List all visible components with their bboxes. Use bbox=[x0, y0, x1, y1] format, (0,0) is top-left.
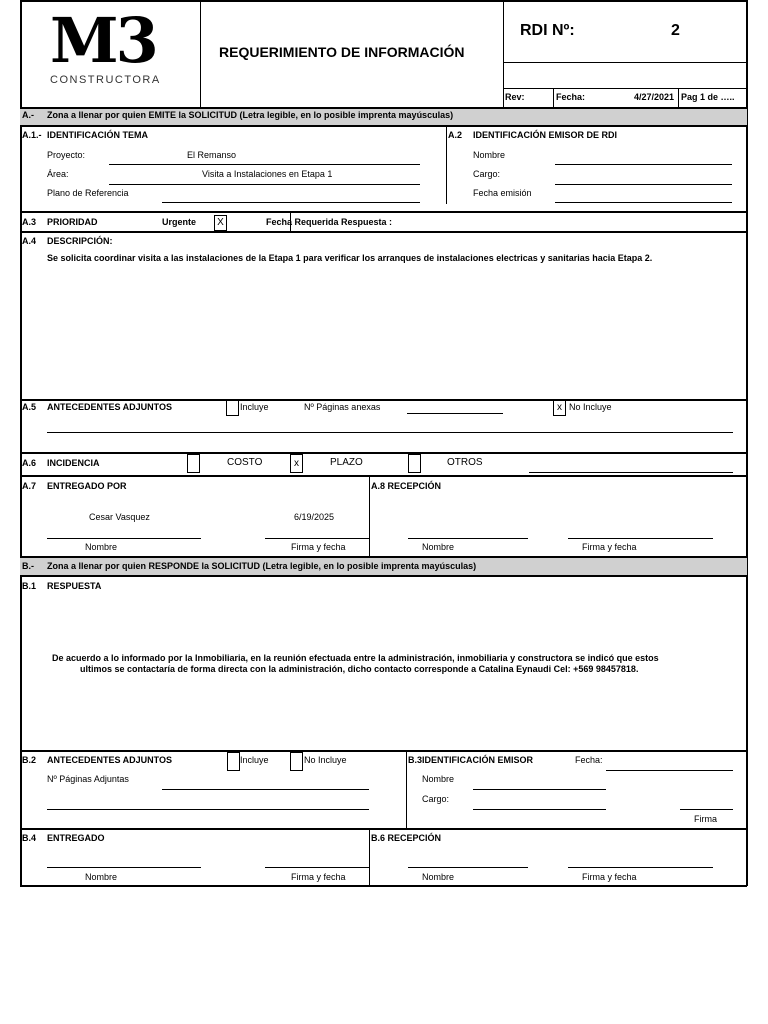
a5-code: A.5 bbox=[22, 402, 37, 412]
b1-code: B.1 bbox=[22, 581, 37, 591]
b6-nombre-label: Nombre bbox=[422, 872, 455, 882]
rev-label: Rev: bbox=[505, 92, 525, 102]
proyecto-value[interactable]: El Remanso bbox=[187, 150, 237, 160]
b4-firma-label: Firma y fecha bbox=[291, 872, 346, 882]
a8-firma-label: Firma y fecha bbox=[582, 542, 637, 552]
proyecto-line bbox=[109, 164, 420, 165]
a5-notes-line bbox=[47, 432, 733, 433]
b2-no-incluye-label: No Incluye bbox=[304, 755, 347, 765]
b2-incluye-checkbox[interactable] bbox=[227, 752, 240, 771]
section-a-code: A.- bbox=[22, 110, 34, 120]
b6-title: B.6 RECEPCIÓN bbox=[371, 833, 442, 843]
a6-title: INCIDENCIA bbox=[47, 458, 100, 468]
a6-code: A.6 bbox=[22, 458, 37, 468]
a7-title: ENTREGADO POR bbox=[47, 481, 127, 491]
b3-nombre-label: Nombre bbox=[422, 774, 455, 784]
a8-nombre-label: Nombre bbox=[422, 542, 455, 552]
a8-title: A.8 RECEPCIÓN bbox=[371, 481, 442, 491]
otros-checkbox[interactable] bbox=[408, 454, 421, 473]
a3-code: A.3 bbox=[22, 217, 37, 227]
b3-cargo-label: Cargo: bbox=[422, 794, 450, 804]
a5-paginas-label: Nº Páginas anexas bbox=[304, 402, 381, 412]
emisor-nombre-label: Nombre bbox=[473, 150, 506, 160]
b4-nombre-label: Nombre bbox=[85, 872, 118, 882]
a7-firma-label: Firma y fecha bbox=[291, 542, 346, 552]
a5-no-incluye-label: No Incluye bbox=[569, 402, 612, 412]
rdi-label: RDI Nº: bbox=[520, 22, 575, 39]
a7-nombre-label: Nombre bbox=[85, 542, 118, 552]
proyecto-label: Proyecto: bbox=[47, 150, 86, 160]
emisor-cargo-label: Cargo: bbox=[473, 169, 501, 179]
a5-incluye-checkbox[interactable] bbox=[226, 400, 239, 416]
area-label: Área: bbox=[47, 169, 69, 179]
b2-incluye-label: Incluye bbox=[240, 755, 269, 765]
fecha-value: 4/27/2021 bbox=[634, 92, 675, 102]
a1-code: A.1.- bbox=[22, 130, 42, 140]
b4-title: ENTREGADO bbox=[47, 833, 105, 843]
a4-code: A.4 bbox=[22, 236, 37, 246]
b2-no-incluye-checkbox[interactable] bbox=[290, 752, 303, 771]
a5-no-incluye-checkbox[interactable]: x bbox=[553, 400, 566, 416]
a3-title: PRIORIDAD bbox=[47, 217, 98, 227]
company-logo: M3 CONSTRUCTORA bbox=[50, 4, 161, 86]
section-b-code: B.- bbox=[22, 561, 34, 571]
section-a-title: Zona a llenar por quien EMITE la SOLICITUD (Letra legible, en lo posible imprenta mayúsculas) bbox=[47, 110, 454, 120]
b1-title: RESPUESTA bbox=[47, 581, 102, 591]
b4-code: B.4 bbox=[22, 833, 37, 843]
b2-code: B.2 bbox=[22, 755, 37, 765]
plano-label: Plano de Referencia bbox=[47, 188, 129, 198]
a1-title: IDENTIFICACIÓN TEMA bbox=[47, 130, 148, 140]
costo-checkbox[interactable] bbox=[187, 454, 200, 473]
emisor-fecha-line bbox=[555, 202, 732, 203]
page-count: Pag 1 de ….. bbox=[681, 92, 735, 102]
a4-title: DESCRIPCIÓN: bbox=[47, 236, 113, 246]
a2-code: A.2 bbox=[448, 130, 463, 140]
fecha-requerida-label: Fecha Requerida Respuesta : bbox=[266, 217, 393, 227]
a7-code: A.7 bbox=[22, 481, 37, 491]
response-line-1[interactable]: De acuerdo a lo informado por la Inmobiliaria, en la reunión efectuada entre la administración, inmobiliaria y constructora se indicó que estos bbox=[52, 653, 659, 663]
costo-label: COSTO bbox=[227, 457, 263, 468]
rdi-number: 2 bbox=[671, 22, 680, 39]
a2-title: IDENTIFICACIÓN EMISOR DE RDI bbox=[473, 130, 618, 140]
a7-name-value[interactable]: Cesar Vasquez bbox=[89, 512, 150, 522]
plazo-checkbox[interactable]: x bbox=[290, 454, 303, 473]
form-title: REQUERIMIENTO DE INFORMACIÓN bbox=[219, 44, 465, 60]
plazo-label: PLAZO bbox=[330, 457, 363, 468]
a7-date-value[interactable]: 6/19/2025 bbox=[294, 512, 335, 522]
b6-firma-label: Firma y fecha bbox=[582, 872, 637, 882]
b3-fecha-label: Fecha: bbox=[575, 755, 603, 765]
b2-title: ANTECEDENTES ADJUNTOS bbox=[47, 755, 173, 765]
urgente-checkbox[interactable]: X bbox=[214, 215, 227, 231]
b2-paginas-label: Nº Páginas Adjuntas bbox=[47, 774, 129, 784]
a5-paginas-line bbox=[407, 413, 503, 414]
area-line bbox=[109, 184, 420, 185]
b3-title: B.3IDENTIFICACIÓN EMISOR bbox=[408, 755, 534, 765]
emisor-cargo-line bbox=[555, 184, 732, 185]
description-text[interactable]: Se solicita coordinar visita a las instalaciones de la Etapa 1 para verificar los arranques de instalaciones electricas y sanitarias hacia Etapa 2. bbox=[47, 253, 653, 263]
b3-firma-label: Firma bbox=[694, 814, 717, 824]
emisor-nombre-line bbox=[555, 164, 732, 165]
urgente-label: Urgente bbox=[162, 217, 197, 227]
otros-line bbox=[529, 472, 733, 473]
a5-title: ANTECEDENTES ADJUNTOS bbox=[47, 402, 173, 412]
a5-incluye-label: Incluye bbox=[240, 402, 269, 412]
fecha-label: Fecha: bbox=[556, 92, 586, 102]
emisor-fecha-label: Fecha emisión bbox=[473, 188, 532, 198]
area-value[interactable]: Visita a Instalaciones en Etapa 1 bbox=[202, 169, 333, 179]
plano-line bbox=[162, 202, 420, 203]
otros-label: OTROS bbox=[447, 457, 483, 468]
section-b-title: Zona a llenar por quien RESPONDE la SOLICITUD (Letra legible, en lo posible imprenta mayúsculas) bbox=[47, 561, 477, 571]
response-line-2[interactable]: ultimos se contactaría de forma directa con la administración, dicho contacto corresponde a Catalina Eynaudi Cel: +569 98457818. bbox=[80, 664, 639, 674]
